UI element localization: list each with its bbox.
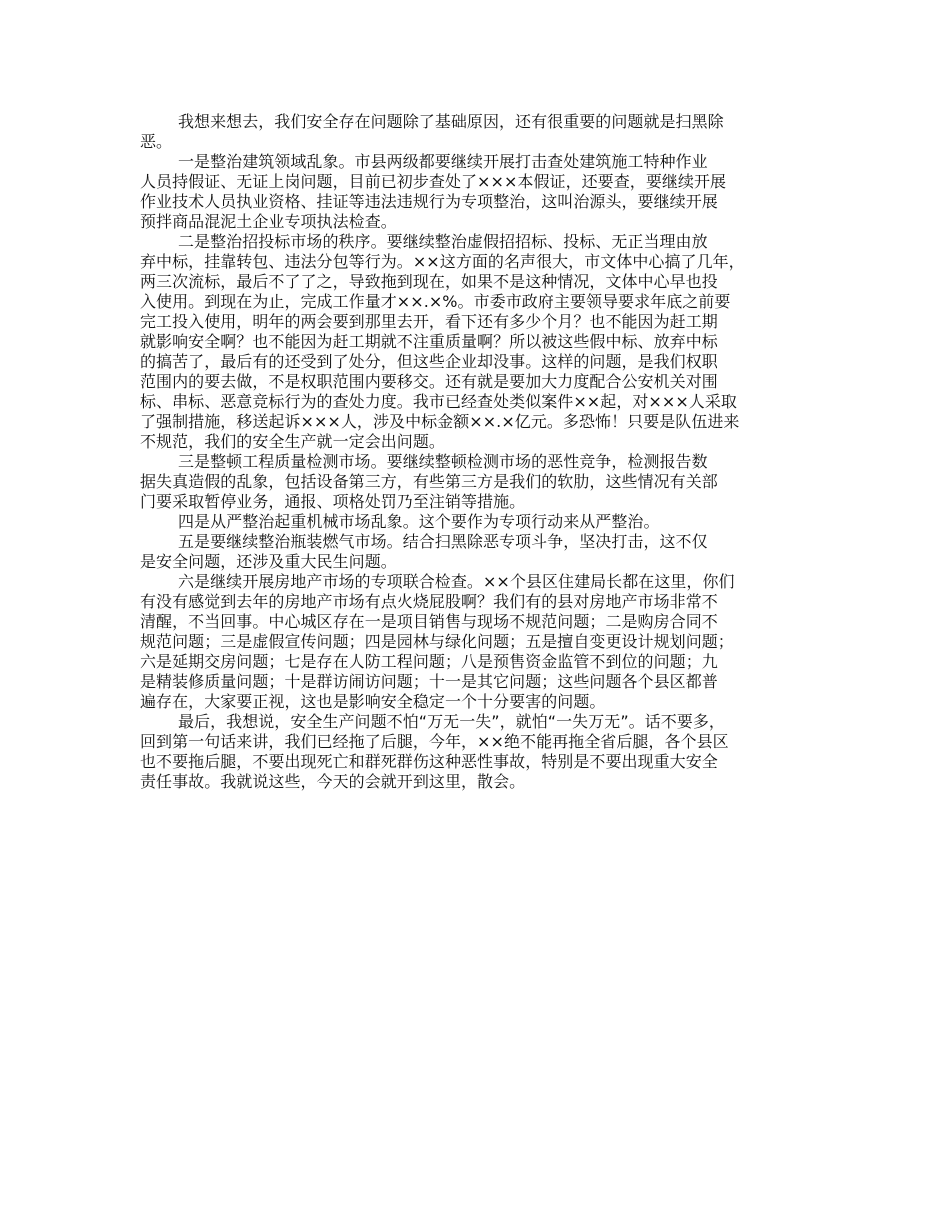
paragraph-real-estate [140, 572, 828, 712]
text-line: 作业技术人员执业资格、挂证等违法违规行为专项整治，这叫治源头，要继续开展 [140, 192, 718, 211]
text-line: 就影响安全啊？也不能因为赶工期就不注重质量啊？所以被这些假中标、放弃中标 [140, 332, 718, 351]
paragraph-quality-testing [140, 452, 828, 512]
text-line: 人员持假证、无证上岗问题，目前已初步查处了×××本假证，还要查，要继续开展 [140, 172, 727, 191]
text-line: 的搞苦了，最后有的还受到了处分，但这些企业却没事。这样的问题，是我们权职 [140, 352, 718, 371]
text-line: 预拌商品混泥土企业专项执法检查。 [140, 212, 397, 231]
text-line: 四是从严整治起重机械市场乱象。这个要作为专项行动来从严整治。 [178, 512, 660, 531]
text-line: 一是整治建筑领域乱象。市县两级都要继续开展打击查处建筑施工特种作业 [178, 152, 708, 171]
text-line: 范围内的要去做，不是权职范围内要移交。还有就是要加大力度配合公安机关对围 [140, 372, 718, 391]
paragraph-construction [140, 152, 828, 232]
text-line: 责任事故。我就说这些，今天的会就开到这里，散会。 [140, 772, 526, 791]
text-line: 也不要拖后腿，不要出现死亡和群死群伤这种恶性事故，特别是不要出现重大安全 [140, 752, 718, 771]
text-line: 五是要继续整治瓶装燃气市场。结合扫黑除恶专项斗争，坚决打击，这不仅 [178, 532, 708, 551]
text-line: 遍存在，大家要正视，这也是影响安全稳定一个十分要害的问题。 [140, 692, 606, 711]
paragraph-closing [140, 712, 828, 792]
text-line: 标、串标、恶意竞标行为的查处力度。我市已经查处类似案件××起，对×××人采取 [140, 392, 737, 411]
text-line: 清醒，不当回事。中心城区存在一是项目销售与现场不规范问题；二是购房合同不 [140, 612, 718, 631]
text-line: 完工投入使用，明年的两会要到那里去开，看下还有多少个月？也不能因为赶工期 [140, 312, 718, 331]
text-line: 二是整治招投标市场的秩序。要继续整治虚假招招标、投标、无正当理由放 [178, 232, 708, 251]
paragraph-lifting-machinery [140, 512, 828, 532]
text-line: 不规范，我们的安全生产就一定会出问题。 [140, 432, 445, 451]
text-line: 入使用。到现在为止，完成工作量才××.×%。市委市政府主要领导要求年底之前要 [140, 292, 731, 311]
paragraph-bottled-gas [140, 532, 828, 572]
paragraph-bidding [140, 232, 828, 452]
text-line: 弃中标，挂靠转包、违法分包等行为。××这方面的名声很大，市文体中心搞了几年， [140, 252, 745, 271]
text-line: 是安全问题，还涉及重大民生问题。 [140, 552, 397, 571]
text-line: 有没有感觉到去年的房地产市场有点火烧屁股啊？我们有的县对房地产市场非常不 [140, 592, 718, 611]
text-line: 三是整顿工程质量检测市场。要继续整顿检测市场的恶性竞争，检测报告数 [178, 452, 708, 471]
text-line: 了强制措施，移送起诉×××人，涉及中标金额××.×亿元。多恐怖！只要是队伍进来 [140, 412, 740, 431]
text-line: 门要采取暂停业务，通报、项格处罚乃至注销等措施。 [140, 492, 526, 511]
text-line: 是精装修质量问题；十是群访闹访问题；十一是其它问题；这些问题各个县区都普 [140, 672, 718, 691]
text-line: 六是延期交房问题；七是存在人防工程问题；八是预售资金监管不到位的问题；九 [140, 652, 718, 671]
text-line: 两三次流标，最后不了了之，导致拖到现在，如果不是这种情况，文体中心早也投 [140, 272, 718, 291]
text-line: 回到第一句话来讲，我们已经拖了后腿，今年，××绝不能再拖全省后腿，各个县区 [140, 732, 729, 751]
text-line: 据失真造假的乱象，包括设备第三方，有些第三方是我们的软肋，这些情况有关部 [140, 472, 718, 491]
text-line: 我想来想去，我们安全存在问题除了基础原因，还有很重要的问题就是扫黑除 [178, 112, 724, 131]
text-line: 六是继续开展房地产市场的专项联合检查。××个县区住建局长都在这里，你们 [178, 572, 735, 591]
document-body [140, 112, 828, 792]
paragraph-intro [140, 112, 828, 152]
text-line: 恶。 [140, 132, 173, 151]
text-line: 最后，我想说，安全生产问题不怕“万无一失”，就怕“一失万无”。话不要多， [178, 712, 725, 731]
text-line: 规范问题；三是虚假宣传问题；四是园林与绿化问题；五是擅自变更设计规划问题； [140, 632, 734, 651]
